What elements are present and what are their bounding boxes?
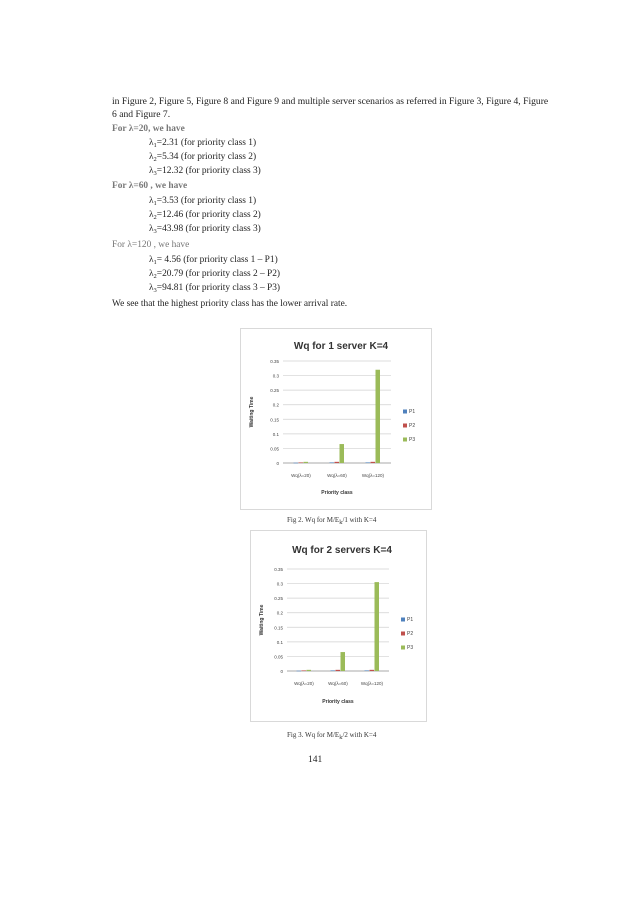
group-1-heading: For λ=20, we have [112, 124, 185, 134]
x-tick-label: Wq(λ=60) [328, 681, 348, 686]
y-tick-label: 0.25 [274, 596, 283, 602]
bar-p1-2 [330, 462, 335, 463]
y-tick-label: 0.15 [274, 625, 283, 631]
y-tick-label: 0.35 [274, 567, 283, 572]
x-axis-label: Priority class [321, 490, 353, 496]
figure-3-caption: Fig 3. Wq for M/Ek/2 with K=4 [287, 731, 377, 741]
y-tick-label: 0.25 [270, 388, 279, 394]
bar-p3-2 [340, 444, 345, 463]
group-2-heading: For λ=60 , we have [112, 181, 188, 191]
y-tick-label: 0.05 [274, 654, 283, 660]
bar-p2-3 [370, 670, 375, 671]
x-tick-label: Wq(λ=20) [294, 681, 314, 686]
bar-p2-2 [335, 462, 340, 463]
y-tick-label: 0.3 [272, 373, 279, 379]
group-2-item-3: $\lambda_3=43.98$ (for priority class 3) [149, 224, 261, 235]
legend-label-p1: P1 [407, 617, 414, 623]
legend-swatch-p3 [401, 646, 405, 650]
bar-p2-3 [371, 462, 376, 463]
conclusion-text: We see that the highest priority class has the lower arrival rate. [112, 299, 348, 309]
legend-swatch-p3 [403, 438, 407, 442]
figure-2-caption: Fig 2. Wq for M/Ek/1 with K=4 [287, 516, 377, 526]
bar-p3-3 [376, 370, 381, 463]
legend-label-p3: P3 [409, 437, 416, 443]
group-3-item-3: $\lambda_3=94.81$ (for priority class 3 – P3) [149, 283, 281, 294]
group-1-item-3: $\lambda_3=12.32$ (for priority class 3) [149, 166, 261, 177]
x-tick-label: Wq(λ=20) [291, 473, 311, 478]
legend-label-p2: P2 [409, 423, 416, 429]
y-tick-label: 0.2 [272, 402, 279, 408]
group-2-item-1: $\lambda_1=3.53$ (for priority class 1) [149, 196, 257, 207]
page-number: 141 [308, 755, 323, 765]
bar-p1-1 [294, 463, 299, 464]
bar-p1-3 [365, 670, 370, 671]
group-3-item-1: $\lambda_1= 4.56$ (for priority class 1 – P1) [149, 255, 278, 266]
bar-p1-2 [331, 670, 336, 671]
bar-p1-1 [297, 671, 302, 672]
y-tick-label: 0.3 [276, 581, 283, 587]
group-3-item-2: $\lambda_2=20.79$ (for priority class 2 – P2) [149, 269, 281, 280]
legend-label-p2: P2 [407, 631, 414, 637]
x-tick-label: Wq(λ=120) [361, 473, 385, 478]
legend-label-p1: P1 [409, 409, 416, 415]
legend-swatch-p1 [401, 618, 405, 622]
bar-p2-1 [299, 462, 304, 463]
group-1-item-1: $\lambda_1=2.31$ (for priority class 1) [149, 138, 257, 149]
group-3-heading: For λ=120 , we have [112, 240, 190, 250]
legend-swatch-p2 [403, 424, 407, 428]
y-tick-label: 0.1 [272, 431, 279, 437]
bar-p3-1 [304, 462, 309, 463]
bar-p3-2 [341, 652, 346, 671]
chart-wq-2-servers [251, 531, 426, 721]
y-tick-label: 0.05 [270, 446, 279, 452]
bar-p2-1 [302, 670, 307, 671]
chart-title: Wq for 1 server K=4 [293, 341, 389, 352]
x-axis-label: Priority class [322, 699, 354, 705]
figure-2 [240, 328, 432, 510]
legend-swatch-p2 [401, 632, 405, 636]
y-tick-label: 0.15 [270, 417, 279, 423]
y-axis-label: Waiting Time [249, 396, 255, 428]
group-2-item-2: $\lambda_2=12.46$ (for priority class 2) [149, 210, 261, 221]
x-tick-label: Wq(λ=120) [360, 681, 384, 686]
y-axis-label: Waiting Time [259, 604, 265, 636]
bar-p2-2 [336, 670, 341, 671]
intro-paragraph: in Figure 2, Figure 5, Figure 8 and Figure 9 and multiple server scenarios as referred in Figure 3, Figure 4, Figure 6 and Figure 7. [112, 96, 549, 120]
y-tick-label: 0 [280, 669, 283, 674]
chart-wq-1-server [241, 329, 431, 509]
y-tick-label: 0 [276, 461, 279, 466]
bar-p3-1 [307, 670, 312, 671]
y-tick-label: 0.35 [270, 359, 279, 364]
figure-3 [250, 530, 427, 722]
y-tick-label: 0.1 [276, 639, 283, 645]
group-1-item-2: $\lambda_2=5.34$ (for priority class 2) [149, 152, 257, 163]
x-tick-label: Wq(λ=60) [327, 473, 347, 478]
chart-title: Wq for 2 servers K=4 [292, 545, 392, 556]
legend-label-p3: P3 [407, 645, 414, 651]
bar-p1-3 [366, 462, 371, 463]
y-tick-label: 0.2 [276, 610, 283, 616]
legend-swatch-p1 [403, 410, 407, 414]
bar-p3-3 [375, 582, 380, 671]
